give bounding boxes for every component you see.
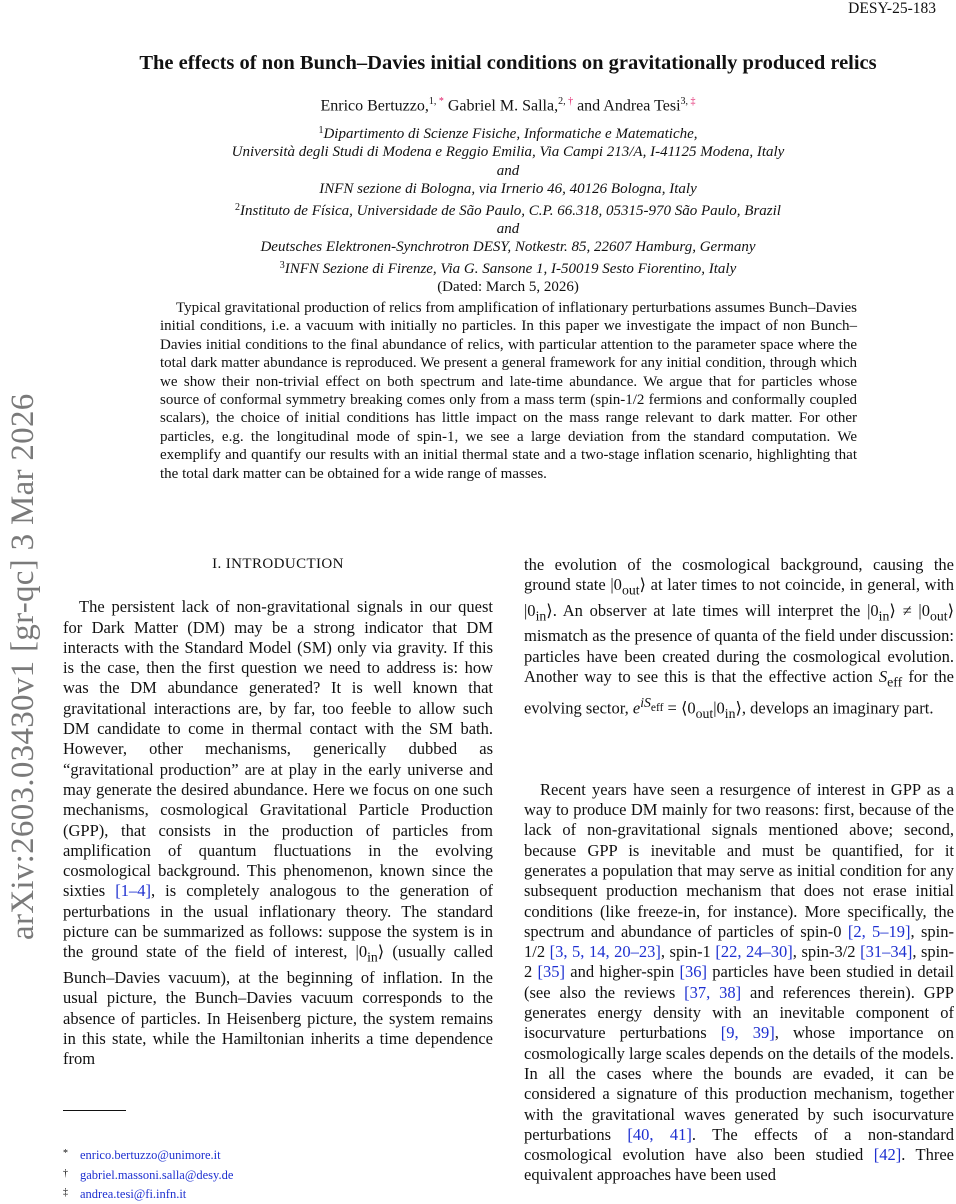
superscript: iS: [640, 694, 651, 710]
paragraph-text: for the evolving sector,: [524, 667, 954, 718]
affiliation-text: Dipartimento di Scienze Fisiche, Informatiche e Matematiche,: [323, 126, 698, 142]
author-1-affiliation: 1,: [428, 96, 437, 107]
footnote-mark: †: [63, 1167, 68, 1179]
right-column: [524, 555, 954, 1186]
citation-link[interactable]: [36]: [679, 962, 708, 982]
footnote-mark: *: [63, 1148, 68, 1159]
paragraph-text: Recent years have seen a resurgence of interest in GPP as a way to produce DM mainly for two reasons: first, because of the lack of non-gravitational signals mentioned above; second, because GPP is inevitable and must be quantified, for it generates a population that may serve as initial condition for any subsequent production mechanism that does not erase initial conditions (like freeze-in, for instance). More specifically, the spectrum and abundance of particles of spin-0: [524, 779, 954, 941]
citation-link[interactable]: [40, 41]: [627, 1124, 692, 1144]
citation-link[interactable]: [9, 39]: [720, 1023, 775, 1043]
paragraph-text: ⟩ at later times to not coincide, in general, with |0: [524, 575, 954, 620]
affiliation-text: Instituto de Física, Universidade de São Paulo, C.P. 66.318, 05315-970 São Paulo, Brazil: [240, 202, 781, 219]
paragraph-text: = ⟨0: [663, 698, 696, 718]
affiliation-line: Deutsches Elektronen-Synchrotron DESY, Notkestr. 85, 22607 Hamburg, Germany: [260, 239, 756, 256]
affiliation-line: Università degli Studi di Modena e Reggio Emilia, Via Campi 213/A, I-41125 Modena, Italy: [231, 144, 785, 161]
paragraph-text: , is completely analogous to the generation of perturbations in the usual inflationary theory. The standard picture can be summarized as follows: suppose the system is in the ground state of the field of interest, |0: [63, 881, 493, 962]
affiliation-line: INFN sezione di Bologna, via Irnerio 46, 40126 Bologna, Italy: [319, 181, 697, 198]
citation-link[interactable]: [42]: [873, 1145, 902, 1165]
paragraph-text: The persistent lack of non-gravitational signals in our quest for Dark Matter (DM) may be a strong indicator that DM interacts with the Standard Model (SM) only via gravity. If this is the case, then the first question we need to address is: how was the DM abundance generated? It is well known that gravitational interactions are, by far, too feeble to allow such DM candidate to come in thermal contact with the SM bath. However, other mechanisms, generically dubbed as “gravitational production” are at play in the early universe and may generate the desired abundance. Here we focus on one such mechanisms, cosmological Gravitational Particle Production (GPP), that consists in the production of particles from amplification of quantum fluctuations in the evolving cosmological background. This phenomenon, known since the sixties: [63, 597, 493, 901]
affiliation-and: and: [496, 162, 520, 179]
footnote-mark: ‡: [63, 1187, 68, 1198]
citation-link[interactable]: [2, 5–19]: [847, 921, 911, 941]
affiliation-number: 2: [235, 201, 241, 213]
paragraph-text: ⟩. An observer at late times will interpret the |0: [546, 600, 879, 620]
footnote: [63, 1184, 233, 1204]
subscript: out: [929, 608, 948, 624]
subscript: out: [621, 582, 640, 598]
author-list: [60, 96, 956, 115]
email-link[interactable]: enrico.bertuzzo@unimore.it: [80, 1148, 221, 1162]
abstract: Typical gravitational production of relics from amplification of inflationary perturbations assumes Bunch–Davies initial conditions, i.e. a vacuum with initially no particles. In this paper we investigate the impact of non Bunch–Davies initial conditions to the final abundance of relics, with particular attention to the parameter space where the total dark matter abundance is reproduced. We present a general framework for any initial condition, through which we show their non-trivial effect on both spectrum and late-time abundance. We argue that for particles whose source of conformal symmetry breaking comes only from a mass term (spin-1/2 fermions and conformally coupled scalars), the choice of initial conditions has little impact on the mass range relevant to dark matter. For other particles, e.g. the longitudinal mode of spin-1, we see a large deviation from the standard computation. We exemplify and quantify our results with an initial thermal state and a two-stage inflation scenario, highlighting that the total dark matter can be obtained for a wide range of masses.: [160, 300, 857, 482]
math-symbol: S: [878, 667, 888, 687]
arxiv-identifier-stamp[interactable]: arXiv:2603.03430v1 [gr-qc] 3 Mar 2026: [5, 393, 41, 940]
affiliations-block: [60, 122, 956, 297]
affiliation-line: [60, 257, 956, 278]
paragraph-text: and references therein). GPP generates energy density with an inevitable component of isocurvature perturbations: [524, 982, 954, 1043]
subscript: in: [535, 608, 547, 624]
affiliation-and: and: [496, 221, 520, 238]
citation-link[interactable]: [22, 24–30]: [715, 942, 793, 962]
author-3-affiliation: 3,: [680, 96, 689, 107]
author-2-footnote-mark[interactable]: †: [565, 96, 574, 107]
author-1: Enrico Bertuzzo,: [320, 97, 429, 115]
paper-title: The effects of non Bunch–Davies initial conditions on gravitationally produced relics: [139, 52, 877, 74]
citation-link[interactable]: [37, 38]: [684, 982, 742, 1002]
paragraph-text: . The effects of a non-standard cosmological evolution have also been studied: [524, 1124, 954, 1165]
subscript: in: [724, 705, 736, 721]
paragraph-text: , spin-1/2: [524, 921, 954, 962]
affiliation-number: 1: [318, 125, 324, 136]
footnote-rule: [63, 1110, 126, 1111]
affiliation-text: INFN Sezione di Firenze, Via G. Sansone 1, I-50019 Sesto Fiorentino, Italy: [284, 260, 737, 277]
affiliation-number: 3: [279, 259, 285, 271]
subscript: out: [695, 705, 714, 721]
author-2-affiliation: 2,: [558, 96, 566, 107]
affiliation-line: [60, 122, 956, 143]
paragraph-text: and higher-spin: [565, 962, 680, 982]
citation-link[interactable]: [1–4]: [115, 881, 151, 901]
date-line: (Dated: March 5, 2026): [437, 279, 579, 296]
footnote: [63, 1165, 233, 1185]
email-link[interactable]: gabriel.massoni.salla@desy.de: [80, 1167, 234, 1182]
subscript: eff: [887, 674, 903, 690]
intro-paragraph-1: [63, 597, 493, 1069]
intro-paragraph-2: [524, 780, 954, 1186]
subscript: in: [367, 949, 378, 965]
paragraph-text: , spin-3/2: [792, 942, 861, 962]
affiliation-line: [60, 199, 956, 220]
paragraph-text: the evolution of the cosmological background, causing the ground state |0: [524, 555, 954, 595]
left-column: [63, 554, 493, 1069]
column-gap: [524, 724, 954, 780]
paragraph-text: , whose importance on cosmologically large scales depends on the details of the models. In all the cases where the bounds are evaded, it can be considered a signature of this production mechanism, together with the gravitational waves generated by such isocurvature perturbations: [524, 1023, 954, 1144]
report-number: DESY-25-183: [848, 0, 936, 17]
subscript: eff: [650, 701, 664, 714]
paragraph-text: . Three equivalent approaches have been used: [524, 1145, 954, 1185]
email-link[interactable]: andrea.tesi@fi.infn.it: [80, 1187, 187, 1201]
section-heading: I. INTRODUCTION: [212, 556, 344, 572]
author-1-footnote-mark[interactable]: *: [436, 96, 444, 107]
paragraph-text: ⟩, develops an imaginary part.: [735, 698, 934, 718]
footnote: [63, 1145, 233, 1165]
author-2: Gabriel M. Salla,: [443, 97, 559, 115]
intro-paragraph-1-continued: [524, 555, 954, 724]
paragraph-text: particles have been studied in detail (see also the reviews: [524, 962, 954, 1002]
author-3: and Andrea Tesi: [573, 97, 681, 115]
paragraph-text: ⟩ mismatch as the presence of quanta of the field under discussion: particles have been created during the cosmological evolution. Another way to see this is that the effective action: [524, 600, 954, 687]
paragraph-text: ⟩ (usually called Bunch–Davies vacuum), at the beginning of inflation. In the usual picture, the Bunch–Davies vacuum corresponds to the absence of particles. In Heisenberg picture, the system remains in this state, while the Hamiltonian inherits a time dependence from: [63, 942, 493, 1069]
citation-link[interactable]: [35]: [537, 962, 566, 982]
author-3-footnote-mark[interactable]: ‡: [688, 96, 696, 107]
paragraph-text: , spin-2: [524, 942, 954, 982]
math-symbol: e: [632, 698, 641, 718]
subscript: in: [878, 608, 890, 624]
paragraph-text: ⟩ ≠ |0: [889, 600, 930, 620]
paragraph-text: , spin-1: [660, 942, 716, 962]
citation-link[interactable]: [3, 5, 14, 20–23]: [549, 942, 661, 962]
footnotes: [63, 1145, 233, 1204]
paragraph-text: |0: [713, 698, 725, 718]
citation-link[interactable]: [31–34]: [860, 942, 913, 962]
